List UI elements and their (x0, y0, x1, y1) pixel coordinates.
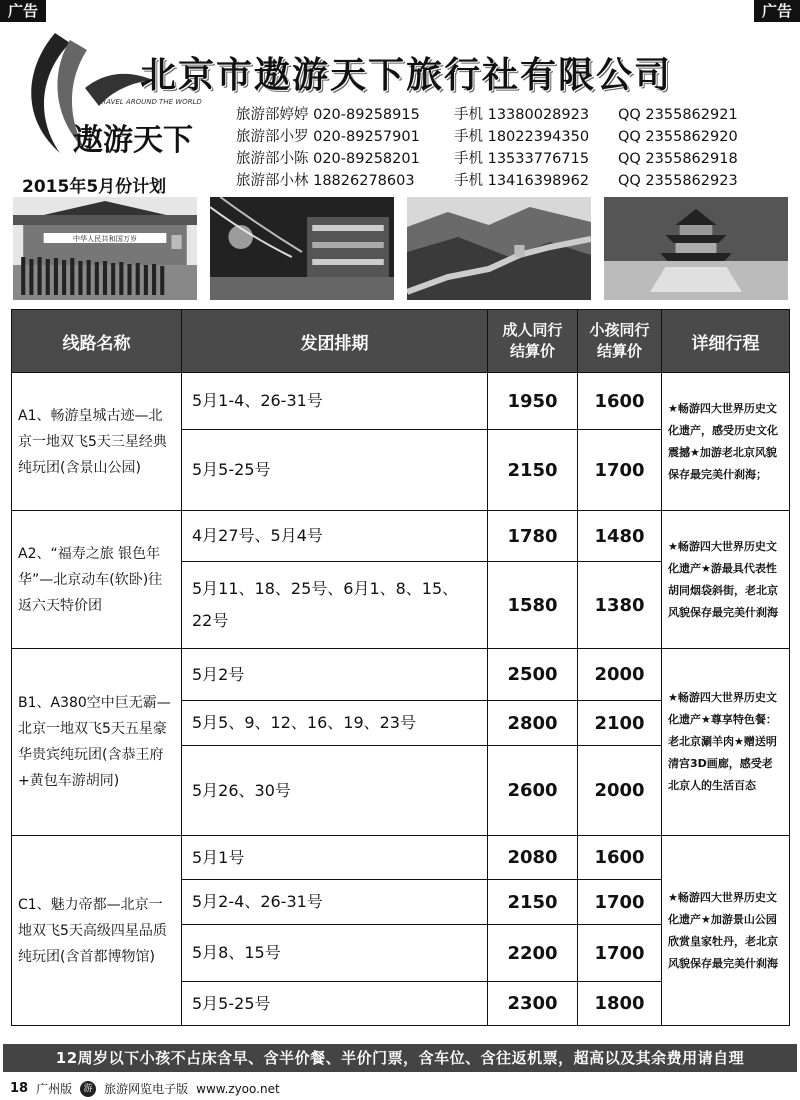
ad-label-right: 广告 (754, 0, 800, 22)
tiananmen-photo (13, 197, 197, 300)
child-price: 1800 (578, 982, 662, 1026)
child-price: 2000 (578, 746, 662, 836)
child-price: 1480 (578, 511, 662, 562)
photo-strip (13, 197, 788, 300)
child-price: 1600 (578, 836, 662, 880)
night-street-photo (210, 197, 394, 300)
page-number: 18 (10, 1081, 29, 1096)
contact-row (236, 148, 796, 170)
adult-price: 2200 (488, 925, 578, 982)
adult-price: 2600 (488, 746, 578, 836)
contact-mobile: 手机 13380028923 (454, 107, 590, 123)
contact-dept: 旅游部小罗 020-89257901 (236, 129, 420, 145)
header-dates: 发团排期 (182, 310, 488, 373)
adult-price: 1580 (488, 562, 578, 649)
table-row (12, 836, 790, 880)
contact-dept: 旅游部婷婷 020-89258915 (236, 107, 420, 123)
contact-dept: 旅游部小林 18826278603 (236, 173, 415, 189)
departure-dates: 4月27号、5月4号 (182, 511, 488, 562)
footer-note: 12周岁以下小孩不占床含早、含半价餐、半价门票，含车位、含往返机票，超高以及其余费用请自理 (3, 1044, 797, 1072)
great-wall-photo (407, 197, 591, 300)
publication-slogan: 旅游网览电子版 (104, 1082, 189, 1096)
contact-row (236, 170, 796, 192)
departure-dates: 5月1号 (182, 836, 488, 880)
departure-dates: 5月1-4、26-31号 (182, 373, 488, 430)
child-price: 2100 (578, 701, 662, 746)
itinerary-detail: ★畅游四大世界历史文化遗产★加游景山公园欣赏皇家牡丹，老北京风貌保存最完美什刹海 (662, 836, 790, 1026)
route-name: A2、“福寿之旅 银色年华”—北京动车(软卧)往返六天特价团 (12, 511, 182, 649)
tiananmen-banner: 中华人民共和国万岁 (72, 234, 138, 243)
header-route: 线路名称 (12, 310, 182, 373)
child-price: 1700 (578, 880, 662, 925)
child-price: 2000 (578, 649, 662, 701)
child-price: 1700 (578, 925, 662, 982)
adult-price: 2150 (488, 880, 578, 925)
contact-qq: QQ 2355862923 (618, 173, 738, 189)
route-table (11, 309, 790, 1026)
contact-mobile: 手机 13416398962 (454, 173, 590, 189)
itinerary-detail: ★畅游四大世界历史文化遗产★游最具代表性胡同烟袋斜街，老北京风貌保存最完美什刹海 (662, 511, 790, 649)
contact-mobile: 手机 13533776715 (454, 151, 590, 167)
itinerary-detail: ★畅游四大世界历史文化遗产★尊享特色餐：老北京涮羊肉★赠送明清宫3D画廊，感受老北京人的生活百态 (662, 649, 790, 836)
contact-qq: QQ 2355862921 (618, 107, 738, 123)
website-url[interactable]: www.zyoo.net (196, 1081, 280, 1096)
route-name: A1、畅游皇城古迹—北京一地双飞5天三星经典纯玩团(含景山公园) (12, 373, 182, 511)
table-header-row (12, 310, 790, 373)
table-row (12, 511, 790, 562)
contact-qq: QQ 2355862920 (618, 129, 738, 145)
adult-price: 1950 (488, 373, 578, 430)
child-price: 1600 (578, 373, 662, 430)
ad-label-left: 广告 (0, 0, 46, 22)
publication-badge-icon: 游 (80, 1081, 96, 1097)
departure-dates: 5月2号 (182, 649, 488, 701)
plan-title: 2015年5月份计划 (22, 177, 167, 197)
departure-dates: 5月5-25号 (182, 982, 488, 1026)
company-name: 北京市遨游天下旅行社有限公司 (140, 54, 673, 96)
departure-dates: 5月8、15号 (182, 925, 488, 982)
logo-tagline: TRAVEL AROUND THE WORLD (97, 98, 202, 106)
child-price: 1700 (578, 430, 662, 511)
contact-qq: QQ 2355862918 (618, 151, 738, 167)
contact-mobile: 手机 18022394350 (454, 129, 590, 145)
adult-price: 2080 (488, 836, 578, 880)
adult-price: 1780 (488, 511, 578, 562)
adult-price: 2150 (488, 430, 578, 511)
departure-dates: 5月5、9、12、16、19、23号 (182, 701, 488, 746)
contact-list (236, 104, 796, 192)
header-child-price: 小孩同行 结算价 (578, 310, 662, 373)
temple-of-heaven-photo (604, 197, 788, 300)
route-name: C1、魅力帝都—北京一地双飞5天高级四星品质纯玩团(含首都博物馆) (12, 836, 182, 1026)
adult-price: 2500 (488, 649, 578, 701)
table-row (12, 649, 790, 701)
contact-row (236, 126, 796, 148)
departure-dates: 5月11、18、25号、6月1、8、15、22号 (182, 562, 488, 649)
header-adult-price: 成人同行 结算价 (488, 310, 578, 373)
footer (10, 1080, 280, 1097)
adult-price: 2800 (488, 701, 578, 746)
departure-dates: 5月26、30号 (182, 746, 488, 836)
table-row (12, 373, 790, 430)
contact-dept: 旅游部小陈 020-89258201 (236, 151, 420, 167)
logo-name: 遨游天下 (73, 123, 193, 158)
child-price: 1380 (578, 562, 662, 649)
route-name: B1、A380空中巨无霸—北京一地双飞5天五星豪华贵宾纯玩团(含恭王府+黄包车游胡同) (12, 649, 182, 836)
publication-name: 广州版 (36, 1082, 73, 1096)
contact-row (236, 104, 796, 126)
header-detail: 详细行程 (662, 310, 790, 373)
itinerary-detail: ★畅游四大世界历史文化遗产，感受历史文化震撼★加游老北京风貌保存最完美什刹海； (662, 373, 790, 511)
adult-price: 2300 (488, 982, 578, 1026)
departure-dates: 5月5-25号 (182, 430, 488, 511)
departure-dates: 5月2-4、26-31号 (182, 880, 488, 925)
